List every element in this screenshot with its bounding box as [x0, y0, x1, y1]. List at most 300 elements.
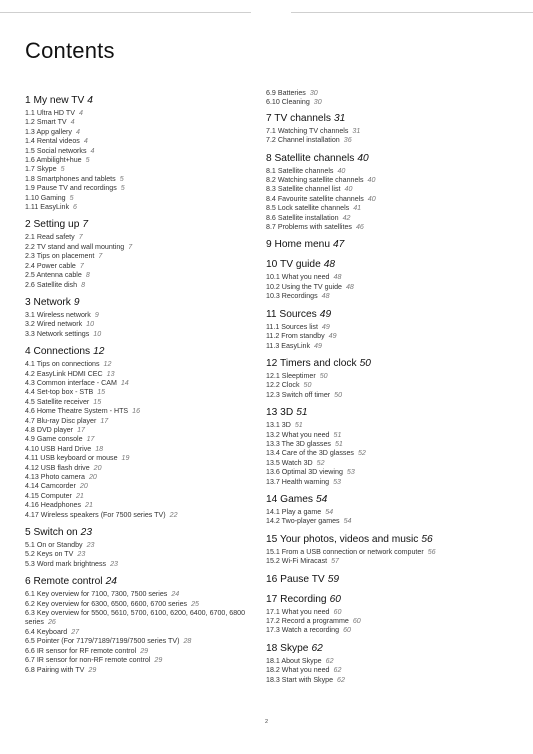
toc-entry-page: 23 — [77, 550, 86, 559]
toc-entry-label: 2.1 Read safety — [25, 233, 75, 242]
toc-entry-label: 17.2 Record a programme — [266, 617, 349, 625]
toc-entry[interactable] — [25, 184, 270, 193]
toc-entry-label: 1.10 Gaming — [25, 193, 66, 202]
toc-entry-label: 4.3 Common interface - CAM — [25, 378, 117, 387]
toc-entry-page: 62 — [337, 675, 345, 684]
section-heading-page: 47 — [333, 239, 345, 251]
toc-entry[interactable] — [266, 89, 511, 98]
toc-entry-label: 13.4 Care of the 3D glasses — [266, 449, 354, 458]
section-heading[interactable] — [25, 526, 270, 540]
section-heading-label: 4 Connections — [25, 346, 91, 358]
section-heading[interactable] — [25, 296, 270, 310]
toc-entry[interactable] — [25, 511, 270, 520]
toc-entry-page: 51 — [334, 439, 343, 448]
toc-entry[interactable] — [266, 431, 511, 440]
toc-entry-page: 5 — [119, 174, 124, 183]
toc-entry-page: 48 — [333, 273, 342, 282]
toc-entry[interactable] — [25, 609, 270, 628]
toc-entry-page: 28 — [183, 637, 192, 646]
section-heading-page: 56 — [421, 533, 433, 545]
toc-entry-label: 2.3 Tips on placement — [25, 252, 95, 261]
toc-entry[interactable] — [25, 118, 270, 127]
toc-entry[interactable] — [266, 332, 511, 341]
toc-entry[interactable] — [266, 508, 511, 517]
toc-entry-page: 29 — [154, 656, 163, 665]
toc-entry[interactable] — [266, 167, 511, 176]
toc-entry[interactable] — [266, 478, 511, 487]
toc-entry-page: 8 — [81, 280, 86, 289]
toc-entry-label: 2.6 Satellite dish — [25, 280, 78, 289]
toc-entry-page: 40 — [337, 166, 346, 175]
section-heading-label: 7 TV channels — [266, 112, 331, 124]
toc-entry[interactable] — [266, 468, 511, 477]
toc-entry[interactable] — [25, 445, 270, 454]
toc-entry-label: 17.1 What you need — [266, 607, 330, 616]
toc-entry-label: 18.3 Start with Skype — [266, 675, 334, 684]
toc-entry-page: 5 — [120, 184, 125, 193]
toc-entry[interactable] — [266, 657, 511, 666]
toc-entry-page: 60 — [352, 617, 361, 625]
toc-entry[interactable] — [25, 281, 270, 290]
toc-entry-label: 1.6 Ambilight+hue — [25, 156, 82, 165]
toc-entry[interactable] — [25, 501, 270, 510]
toc-entry-label: 14.2 Two-player games — [266, 517, 340, 526]
toc-entry-page: 54 — [343, 517, 352, 526]
toc-entry-page: 13 — [106, 369, 115, 378]
toc-section — [25, 218, 270, 289]
toc-entry-page: 23 — [110, 559, 118, 568]
section-heading-page: 49 — [319, 308, 332, 320]
section-heading-label: 3 Network — [25, 296, 71, 308]
toc-entry[interactable] — [25, 656, 270, 665]
toc-entry[interactable] — [25, 590, 270, 599]
toc-section — [25, 575, 270, 675]
toc-entry-page: 12 — [103, 360, 112, 369]
toc-entry[interactable] — [266, 517, 511, 526]
toc-entry-page: 27 — [71, 627, 80, 636]
toc-section — [25, 296, 270, 339]
toc-entry-page: 57 — [331, 557, 339, 566]
toc-entry[interactable] — [266, 459, 511, 468]
toc-entry[interactable] — [25, 492, 270, 501]
toc-section — [266, 357, 511, 400]
toc-entry-page: 21 — [75, 491, 84, 500]
toc-entry-page: 4 — [75, 127, 80, 136]
toc-entry[interactable] — [25, 628, 270, 637]
toc-entry[interactable] — [25, 666, 270, 675]
toc-entry[interactable] — [25, 252, 270, 261]
toc-entry[interactable] — [25, 203, 270, 212]
section-heading-page: 62 — [311, 642, 323, 654]
toc-entry[interactable] — [266, 292, 511, 301]
toc-entry-label: 4.11 USB keyboard or mouse — [25, 454, 118, 463]
toc-entry-page: 5 — [85, 156, 90, 165]
toc-entry-page: 17 — [100, 416, 109, 425]
toc-entry-page: 18 — [95, 444, 104, 453]
section-heading-page: 50 — [359, 357, 371, 369]
toc-entry-label: 7.1 Watching TV channels — [266, 126, 349, 135]
toc-entry[interactable] — [25, 647, 270, 656]
toc-entry[interactable] — [266, 98, 511, 107]
toc-entry-label: 6.4 Keyboard — [25, 627, 68, 636]
toc-entry[interactable] — [25, 330, 270, 339]
section-heading-page: 12 — [93, 346, 105, 358]
toc-entry-label: 12.3 Switch off timer — [266, 390, 331, 399]
toc-entry-label: 4.2 EasyLink HDMI CEC — [25, 369, 103, 378]
toc-entry[interactable] — [25, 165, 270, 174]
toc-entry-label: 6.9 Batteries — [266, 89, 306, 97]
toc-entry-label: 5.3 Word mark brightness — [25, 559, 107, 568]
toc-entry-label: 15.2 Wi-Fi Miracast — [266, 557, 328, 566]
toc-entry[interactable] — [266, 195, 511, 204]
toc-entry[interactable] — [25, 600, 270, 609]
toc-section — [266, 493, 511, 527]
section-heading[interactable] — [266, 642, 511, 656]
toc-entry[interactable] — [266, 136, 511, 145]
toc-entry-label: 1.9 Pause TV and recordings — [25, 184, 117, 193]
toc-entry-label: 7.2 Channel installation — [266, 136, 340, 145]
section-heading-page: 23 — [80, 527, 93, 539]
toc-entry-page: 60 — [333, 607, 342, 616]
toc-entry-label: 10.1 What you need — [266, 273, 330, 282]
toc-entry-label: 12.2 Clock — [266, 381, 300, 390]
toc-entry-page: 15 — [93, 397, 102, 406]
section-heading[interactable] — [25, 345, 270, 359]
toc-entry[interactable] — [25, 454, 270, 463]
toc-entry[interactable] — [25, 379, 270, 388]
section-heading-page: 40 — [357, 152, 369, 164]
toc-entry-label: 4.4 Set-top box - STB — [25, 388, 94, 397]
toc-entry-page: 5 — [69, 193, 74, 202]
toc-entry-label: 4.8 DVD player — [25, 425, 74, 434]
section-heading-label: 16 Pause TV — [266, 573, 325, 585]
toc-entry-label: 1.11 EasyLink — [25, 203, 70, 212]
toc-entry-label: 12.1 Sleeptimer — [266, 371, 316, 380]
toc-entry-page: 41 — [353, 204, 362, 213]
toc-entry-label: 4.6 Home Theatre System - HTS — [25, 407, 129, 416]
toc-entry-page: 14 — [120, 378, 129, 387]
section-heading-label: 1 My new TV — [25, 95, 85, 106]
section-heading-label: 14 Games — [266, 493, 313, 505]
toc-entry-page: 9 — [94, 310, 99, 319]
section-heading-page: 48 — [323, 259, 336, 271]
section-heading-page: 4 — [87, 95, 93, 106]
toc-entry-label: 3.2 Wired network — [25, 320, 83, 329]
toc-entry-label: 18.2 What you need — [266, 666, 330, 675]
toc-entry-page: 50 — [334, 390, 343, 399]
toc-entry[interactable] — [25, 243, 270, 252]
toc-entry[interactable] — [266, 204, 511, 213]
toc-entry[interactable] — [266, 676, 511, 685]
toc-entry-page: 49 — [314, 341, 322, 350]
section-heading-page: 51 — [296, 407, 308, 419]
toc-entry-page: 17 — [77, 425, 85, 434]
toc-entry-label: 17.3 Watch a recording — [266, 626, 340, 635]
toc-entry[interactable] — [266, 617, 511, 626]
toc-entry-label: 8.2 Watching satellite channels — [266, 176, 364, 185]
toc-entry[interactable] — [266, 548, 511, 557]
toc-entry[interactable] — [25, 320, 270, 329]
toc-entry[interactable] — [25, 541, 270, 550]
toc-entry-label: 8.4 Favourite satellite channels — [266, 194, 364, 203]
section-heading[interactable] — [266, 593, 511, 607]
toc-section — [266, 238, 511, 252]
section-heading-label: 17 Recording — [266, 593, 327, 605]
toc-entry-page: 50 — [319, 371, 328, 380]
toc-entry[interactable] — [25, 262, 270, 271]
header-rule — [0, 0, 533, 26]
toc-entry[interactable] — [266, 273, 511, 282]
section-heading[interactable] — [266, 406, 511, 420]
toc-entry-page: 49 — [328, 332, 337, 341]
toc-entry-page: 7 — [78, 233, 83, 242]
toc-entry-label: 6.10 Cleaning — [266, 98, 310, 107]
section-heading-label: 12 Timers and clock — [266, 357, 357, 369]
toc-entry-label: 6.7 IR sensor for non-RF remote control — [25, 656, 151, 665]
toc-entry[interactable] — [266, 283, 511, 292]
header-gap — [251, 6, 291, 20]
toc-entry-label: 8.5 Lock satellite channels — [266, 204, 350, 213]
toc-entry-label: 3.1 Wireless network — [25, 310, 91, 319]
toc-entry-label: 3.3 Network settings — [25, 329, 90, 338]
section-heading-label: 6 Remote control — [25, 576, 103, 588]
toc-entry[interactable] — [25, 560, 270, 569]
toc-entry-page: 40 — [344, 185, 353, 194]
section-heading[interactable] — [266, 533, 511, 547]
section-heading[interactable] — [266, 238, 511, 252]
toc-entry[interactable] — [25, 417, 270, 426]
toc-entry[interactable] — [266, 440, 511, 449]
toc-entry-page: 8 — [85, 271, 90, 280]
toc-entry[interactable] — [266, 421, 511, 430]
toc-entry[interactable] — [25, 194, 270, 203]
toc-entry[interactable] — [25, 156, 270, 165]
toc-entry-page: 19 — [121, 454, 130, 463]
toc-entry-page: 7 — [128, 242, 133, 251]
toc-entry-page: 20 — [79, 482, 88, 491]
section-heading[interactable] — [25, 94, 270, 108]
section-heading-label: 5 Switch on — [25, 527, 78, 539]
toc-entry-label: 10.2 Using the TV guide — [266, 282, 342, 291]
toc-entry[interactable] — [25, 407, 270, 416]
section-heading-label: 10 TV guide — [266, 259, 321, 271]
section-heading-page: 54 — [316, 493, 328, 505]
toc-section — [25, 526, 270, 569]
toc-entry[interactable] — [25, 435, 270, 444]
section-heading[interactable] — [266, 573, 511, 587]
toc-section — [266, 112, 511, 146]
section-heading[interactable] — [266, 357, 511, 371]
toc-entry[interactable] — [266, 557, 511, 566]
toc-entry-label: 6.1 Key overview for 7100, 7300, 7500 series — [25, 590, 168, 599]
toc-entry-label: 8.6 Satellite installation — [266, 213, 339, 222]
toc-entry[interactable] — [25, 398, 270, 407]
toc-entry-page: 7 — [79, 261, 84, 270]
toc-entry[interactable] — [266, 391, 511, 400]
toc-entry-label: 14.1 Play a game — [266, 507, 322, 516]
toc-entry-page: 22 — [169, 510, 178, 519]
toc-entry[interactable] — [266, 323, 511, 332]
section-heading[interactable] — [266, 493, 511, 507]
section-heading[interactable] — [25, 575, 270, 589]
toc-entry-page: 42 — [342, 213, 351, 222]
section-heading[interactable] — [266, 112, 511, 126]
toc-entry-page: 4 — [83, 137, 88, 146]
toc-entry-label: 4.10 USB Hard Drive — [25, 444, 92, 453]
section-heading-label: 15 Your photos, videos and music — [266, 533, 419, 545]
toc-entry-page: 20 — [93, 463, 102, 472]
toc-section — [266, 533, 511, 567]
toc-entry-page: 29 — [88, 665, 97, 674]
toc-entry[interactable] — [266, 185, 511, 194]
toc-entry[interactable] — [25, 482, 270, 491]
toc-entry-page: 60 — [343, 626, 351, 635]
toc-entry-label: 4.5 Satellite receiver — [25, 397, 90, 406]
toc-entry-label: 2.2 TV stand and wall mounting — [25, 242, 125, 251]
toc-section — [266, 89, 511, 108]
toc-entry-page: 7 — [98, 252, 103, 261]
toc-entry-page: 52 — [357, 449, 366, 458]
toc-entry-label: 11.3 EasyLink — [266, 341, 311, 350]
toc-entry-label: 2.4 Power cable — [25, 261, 76, 270]
section-heading[interactable] — [266, 152, 511, 166]
toc-entry-page: 53 — [333, 477, 341, 486]
toc-entry-page: 48 — [345, 282, 354, 291]
toc-entry[interactable] — [25, 109, 270, 118]
toc-entry-page: 62 — [325, 656, 334, 665]
toc-entry-page: 51 — [333, 430, 342, 439]
toc-entry[interactable] — [266, 608, 511, 617]
toc-entry-page: 46 — [355, 223, 364, 232]
toc-entry[interactable] — [25, 388, 270, 397]
toc-entry[interactable] — [25, 473, 270, 482]
toc-entry-label: 5.1 On or Standby — [25, 541, 83, 550]
toc-entry-label: 8.3 Satellite channel list — [266, 185, 341, 194]
toc-entry-label: 4.1 Tips on connections — [25, 360, 100, 369]
toc-entry-page: 50 — [303, 381, 312, 390]
toc-entry[interactable] — [266, 127, 511, 136]
toc-entry-page: 24 — [171, 590, 180, 599]
toc-entry-page: 5 — [60, 165, 65, 174]
toc-section — [266, 258, 511, 301]
toc-entry-page: 4 — [78, 109, 83, 117]
toc-entry-page: 40 — [367, 176, 376, 185]
toc-entry-page: 62 — [333, 666, 342, 675]
toc-entry-label: 4.14 Camcorder — [25, 482, 76, 491]
toc-entry-label: 13.1 3D — [266, 421, 291, 430]
toc-section — [266, 308, 511, 351]
toc-entry-page: 16 — [132, 407, 141, 416]
toc-entry[interactable] — [266, 666, 511, 675]
toc-entry[interactable] — [25, 464, 270, 473]
toc-entry-label: 4.7 Blu-ray Disc player — [25, 416, 97, 425]
toc-entry[interactable] — [25, 370, 270, 379]
toc-left-column — [25, 94, 270, 681]
toc-entry-page: 52 — [316, 458, 325, 467]
toc-entry[interactable] — [266, 372, 511, 381]
section-heading-label: 2 Setting up — [25, 219, 80, 231]
toc-entry-page: 31 — [352, 126, 361, 135]
toc-entry[interactable] — [25, 311, 270, 320]
section-heading[interactable] — [25, 218, 270, 232]
toc-entry[interactable] — [25, 637, 270, 646]
toc-entry-label: 4.12 USB flash drive — [25, 463, 90, 472]
toc-entry-label: 4.9 Game console — [25, 435, 83, 444]
toc-section — [25, 345, 270, 520]
section-heading-page: 31 — [333, 112, 346, 124]
page-title: Contents — [25, 38, 115, 63]
toc-entry[interactable] — [266, 214, 511, 223]
toc-entry-page: 48 — [321, 292, 330, 301]
section-heading-page: 24 — [105, 576, 117, 588]
toc-entry[interactable] — [25, 360, 270, 369]
toc-entry-page: 23 — [86, 541, 95, 550]
section-heading-page: 9 — [73, 296, 80, 308]
toc-right-column — [266, 89, 511, 691]
toc-entry-label: 6.6 IR sensor for RF remote control — [25, 646, 137, 655]
toc-entry[interactable] — [266, 176, 511, 185]
toc-entry[interactable] — [25, 175, 270, 184]
toc-entry-label: 1.2 Smart TV — [25, 118, 67, 127]
toc-entry[interactable] — [25, 550, 270, 559]
toc-section — [266, 152, 511, 233]
toc-entry-page: 4 — [70, 118, 75, 127]
toc-section — [25, 94, 270, 212]
toc-entry-label: 13.7 Health warning — [266, 477, 330, 486]
toc-entry-page: 53 — [346, 468, 355, 477]
toc-entry[interactable] — [266, 223, 511, 232]
toc-entry-label: 4.17 Wireless speakers (For 7500 series TV) — [25, 510, 166, 519]
toc-entry-page: 6 — [73, 203, 77, 212]
toc-entry-label: 1.1 Ultra HD TV — [25, 109, 75, 117]
toc-entry-page: 30 — [309, 89, 318, 97]
toc-entry-label: 13.3 The 3D glasses — [266, 439, 331, 448]
toc-entry-page: 54 — [325, 507, 334, 516]
toc-entry[interactable] — [266, 381, 511, 390]
toc-entry-page: 36 — [343, 136, 352, 145]
toc-entry-label: 2.5 Antenna cable — [25, 271, 82, 280]
toc-entry[interactable] — [266, 449, 511, 458]
toc-entry[interactable] — [25, 147, 270, 156]
toc-entry-label: 8.7 Problems with satellites — [266, 223, 352, 232]
toc-entry-page: 51 — [294, 421, 303, 430]
section-heading-label: 13 3D — [266, 407, 294, 419]
toc-section — [266, 573, 511, 587]
section-heading-label: 11 Sources — [266, 308, 317, 320]
toc-entry-label: 15.1 From a USB connection or network computer — [266, 547, 424, 556]
toc-entry-page: 4 — [90, 146, 95, 155]
toc-entry-page: 21 — [85, 501, 93, 510]
toc-entry[interactable] — [25, 426, 270, 435]
toc-entry[interactable] — [25, 128, 270, 137]
toc-entry[interactable] — [25, 137, 270, 146]
toc-entry-label: 1.5 Social networks — [25, 146, 87, 155]
toc-entry[interactable] — [25, 271, 270, 280]
toc-entry-page: 29 — [140, 646, 149, 655]
section-heading[interactable] — [266, 308, 511, 322]
toc-entry-page: 26 — [47, 618, 56, 627]
toc-entry[interactable] — [266, 626, 511, 635]
toc-entry-page: 30 — [313, 98, 322, 107]
toc-entry[interactable] — [266, 342, 511, 351]
section-heading[interactable] — [266, 258, 511, 272]
toc-entry[interactable] — [25, 233, 270, 242]
section-heading-label: 18 Skype — [266, 642, 309, 654]
toc-entry-label: 13.2 What you need — [266, 430, 330, 439]
toc-entry-page: 20 — [88, 473, 97, 481]
toc-entry-label: 6.8 Pairing with TV — [25, 665, 85, 674]
toc-entry-label: 11.2 From standby — [266, 332, 325, 341]
